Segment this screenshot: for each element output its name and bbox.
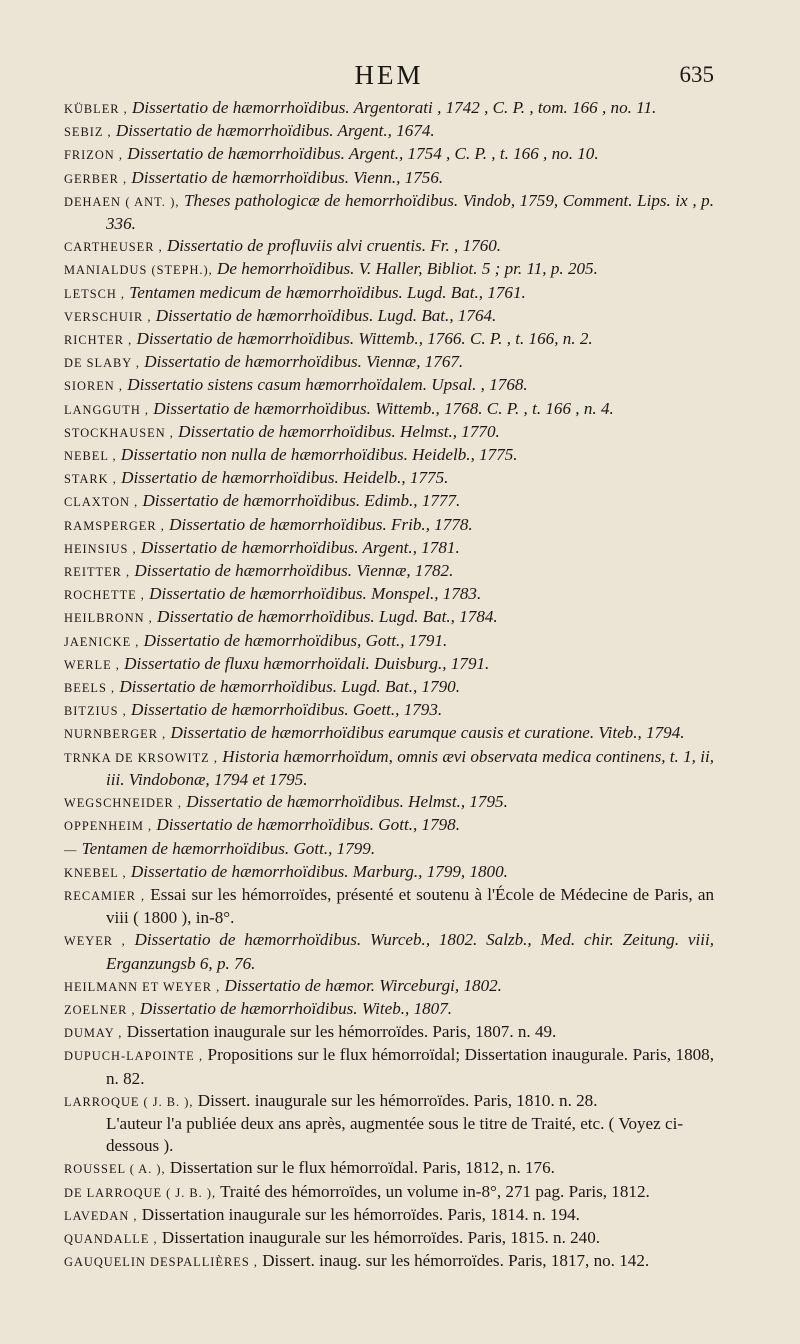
entry-title: Dissertatio de hæmorrhoïdibus. Wurceb., 1802. Salzb., Med. chir. Zeitung. viii, Erganzungsb 6, p. 76. [106, 930, 714, 973]
entry-author: DE LARROQUE ( J. B. ), [64, 1185, 217, 1200]
entry-author: SIOREN , [64, 379, 123, 394]
entry-author: RICHTER , [64, 333, 133, 348]
entry-author: SEBIZ , [64, 125, 112, 140]
bibliography-entry [64, 398, 714, 421]
entry-author: KÜBLER , [64, 102, 128, 116]
entry-title: Dissertatio de hæmorrhoïdibus. Wittemb., 1766. C. P. , t. 166, n. 2. [132, 329, 593, 349]
entry-author: LANGGUTH , [64, 402, 150, 417]
bibliography-entry [64, 1090, 714, 1113]
bibliography-entry [64, 791, 714, 814]
entry-title: Dissertatio de hæmorrhoïdibus. Viennæ, 1782. [130, 561, 454, 581]
entry-author: WEYER , [64, 934, 126, 949]
bibliography-entry [64, 444, 714, 467]
bibliography-entry [64, 699, 714, 722]
bibliography-entry [64, 374, 714, 397]
entry-author: DEHAEN ( ANT. ), [64, 194, 180, 209]
bibliography-entry [64, 97, 714, 120]
bibliography-entry [64, 838, 714, 861]
entry-author: MANIALDUS (STEPH.), [64, 263, 213, 278]
entry-author: CARTHEUSER , [64, 240, 163, 255]
entry-author: OPPENHEIM , [64, 819, 153, 834]
entry-title: Dissertatio de hæmorrhoïdibus. Viennæ, 1767. [139, 352, 464, 372]
entry-author: REITTER , [64, 565, 131, 580]
entry-title: Dissertatio de hæmorrhoïdibus. Heidelb., 1775. [116, 468, 449, 488]
page-number: 635 [679, 62, 714, 87]
bibliography-entry [64, 514, 714, 537]
entry-author: BITZIUS , [64, 704, 127, 719]
bibliography-entry [64, 282, 714, 305]
entry-author: ROUSSEL ( A. ), [64, 1162, 166, 1177]
entry-author: TRNKA DE KRSOWITZ , [64, 750, 218, 765]
entry-author: DUPUCH-LAPOINTE , [64, 1049, 204, 1064]
bibliography-entry [64, 143, 714, 166]
entry-author: LAVEDAN , [64, 1208, 138, 1223]
bibliography-entry [64, 861, 714, 884]
bibliography-entry [64, 630, 714, 653]
entry-title: Dissertatio de hæmorrhoïdibus. Argent., 1781. [136, 537, 460, 557]
bibliography-entry [64, 676, 714, 699]
entry-title: De hemorrhoïdibus. V. Haller, Bibliot. 5 ; pr. 11, p. 205. [212, 259, 598, 279]
bibliography-entry [64, 560, 714, 583]
bibliography-entry [64, 421, 714, 444]
bibliography-entry [64, 258, 714, 281]
entry-title: Tentamen de hæmorrhoïdibus. Gott., 1799. [77, 838, 376, 858]
entry-title: Dissertatio de hæmorrhoïdibus. Lugd. Bat., 1790. [115, 677, 460, 697]
entry-title: Dissertation inaugurale sur les hémorroïdes. Paris, 1807. n. 49. [122, 1022, 557, 1042]
entry-author: JAENICKE , [64, 634, 140, 649]
entry-author: FRIZON , [64, 148, 123, 163]
entry-author: GAUQUELIN DESPALLIÈRES , [64, 1255, 258, 1270]
entry-title: Dissertatio de hæmorrhoïdibus, Gott., 1791. [139, 630, 448, 650]
entry-title: Dissertatio de hæmorrhoïdibus. Edimb., 1777. [138, 491, 461, 511]
entry-title: Dissertation inaugurale sur les hémorroïdes. Paris, 1814. n. 194. [137, 1204, 580, 1224]
entry-title: Dissert. inaugurale sur les hémorroïdes. Paris, 1810. n. 28. [193, 1090, 598, 1110]
entry-title: Propositions sur le flux hémorroïdal; Dissertation inaugurale. Paris, 1808, n. 82. [106, 1045, 714, 1088]
bibliography-entry [64, 1157, 714, 1180]
bibliography-entry [64, 305, 714, 328]
entry-title: Dissertatio de hæmorrhoïdibus. Argent., 1754 , C. P. , t. 166 , no. 10. [122, 144, 599, 164]
bibliography-entry [64, 1021, 714, 1044]
entry-author: STARK , [64, 472, 117, 487]
entry-author: ZOELNER , [64, 1002, 136, 1017]
bibliography-entry [64, 120, 714, 143]
entry-author: NURNBERGER , [64, 727, 167, 742]
entry-title: Dissertatio de hæmorrhoïdibus. Argent., 1674. [111, 121, 435, 141]
editorial-note: L'auteur l'a publiée deux ans après, augmentée sous le titre de Traité, etc. ( Voyez ci-dessous ). [106, 1113, 684, 1156]
bibliography-entry [64, 1181, 714, 1204]
entry-title: Dissertatio de hæmorrhoïdibus. Lugd. Bat., 1764. [151, 305, 497, 325]
bibliography-entry [64, 929, 714, 974]
entry-author: NEBEL , [64, 449, 117, 464]
entry-author: KNEBEL , [64, 865, 127, 880]
bibliography-entry [64, 490, 714, 513]
bibliography-entry [64, 1227, 714, 1250]
entry-title: Dissertation inaugurale sur les hémorroïdes. Paris, 1815. n. 240. [157, 1227, 601, 1247]
entry-author: HEILBRONN , [64, 611, 153, 626]
entry-title: Dissertatio de hæmorrhoïdibus. Frib., 1778. [164, 514, 473, 534]
entry-author: VERSCHUIR , [64, 309, 152, 324]
entry-author: WEGSCHNEIDER , [64, 796, 182, 811]
entry-title: Dissertatio sistens casum hæmorrhoïdalem. Upsal. , 1768. [122, 375, 528, 395]
entry-author: QUANDALLE , [64, 1231, 158, 1246]
entry-title: Dissertatio de hæmorrhoïdibus. Argentorati , 1742 , C. P. , tom. 166 , no. 11. [127, 98, 657, 117]
entry-author: STOCKHAUSEN , [64, 425, 174, 440]
entry-author: ROCHETTE , [64, 588, 145, 603]
bibliography-entry [64, 190, 714, 235]
entry-title: Essai sur les hémorroïdes, présenté et soutenu à l'École de Médecine de Paris, an viii ( 1800 ), in-8°. [106, 884, 714, 928]
bibliography-entry [64, 328, 714, 351]
bibliography-entry [64, 746, 714, 791]
entry-title: Dissertatio de fluxu hæmorrhoïdali. Duisburg., 1791. [119, 653, 490, 673]
entry-title: Dissertatio de hæmorrhoïdibus. Witeb., 1807. [135, 998, 453, 1018]
entry-author: HEILMANN ET WEYER , [64, 979, 221, 994]
entry-author: LARROQUE ( J. B. ), [64, 1094, 194, 1109]
bibliography-entry [64, 606, 714, 629]
entry-author: CLAXTON , [64, 495, 139, 510]
entry-author: LETSCH , [64, 286, 126, 301]
entry-title: Dissertatio non nulla de hæmorrhoïdibus. Heidelb., 1775. [116, 445, 518, 465]
bibliography-entry [64, 351, 714, 374]
bibliography-entry [64, 884, 714, 929]
entry-title: Dissert. inaug. sur les hémorroïdes. Paris, 1817, no. 142. [257, 1251, 650, 1271]
entry-title: Dissertatio de hæmorrhoïdibus. Gott., 1798. [152, 815, 460, 835]
bibliography-list [64, 97, 714, 1273]
bibliography-entry [64, 167, 714, 190]
running-head: HEM [354, 60, 424, 90]
entry-title: Dissertatio de hæmor. Wirceburgi, 1802. [220, 975, 502, 995]
bibliography-entry [64, 653, 714, 676]
entry-title: Historia hæmorrhoïdum, omnis ævi observata medica continens, t. 1, ii, iii. Vindobonæ, 1794 et 1795. [106, 746, 714, 789]
entry-title: Dissertatio de hæmorrhoïdibus. Wittemb., 1768. C. P. , t. 166 , n. 4. [149, 398, 614, 418]
bibliography-entry [64, 814, 714, 837]
entry-title: Dissertatio de hæmorrhoïdibus. Goett., 1793. [126, 700, 443, 720]
entry-title: Dissertatio de hæmorrhoïdibus. Vienn., 1756. [127, 167, 444, 187]
entry-title: Dissertatio de hæmorrhoïdibus. Helmst., 1795. [181, 792, 508, 812]
entry-title: Dissertatio de hæmorrhoïdibus. Helmst., 1770. [173, 421, 500, 441]
entry-author: GERBER , [64, 171, 128, 186]
bibliography-entry [64, 467, 714, 490]
bibliography-entry [64, 583, 714, 606]
bibliography-entry [64, 1044, 714, 1089]
entry-author: WERLE , [64, 657, 120, 672]
bibliography-entry [64, 1204, 714, 1227]
bibliography-entry [64, 235, 714, 258]
entry-title: Traité des hémorroïdes, un volume in-8°, 271 pag. Paris, 1812. [216, 1181, 650, 1201]
bibliography-entry [64, 722, 714, 745]
entry-author: BEELS , [64, 681, 116, 696]
entry-title: Dissertatio de hæmorrhoïdibus. Lugd. Bat., 1784. [152, 607, 498, 627]
entry-author: RAMSPERGER , [64, 518, 165, 533]
entry-title: Dissertatio de hæmorrhoïdibus earumque causis et curatione. Viteb., 1794. [166, 723, 685, 743]
entry-title: Tentamen medicum de hæmorrhoïdibus. Lugd. Bat., 1761. [125, 282, 526, 302]
entry-title: Dissertatio de hæmorrhoïdibus. Monspel., 1783. [144, 584, 482, 604]
entry-author: RECAMIER , [64, 888, 146, 903]
bibliography-entry [64, 537, 714, 560]
entry-author: DE SLABY , [64, 356, 140, 371]
entry-author: HEINSIUS , [64, 541, 137, 556]
entry-author: DUMAY , [64, 1026, 123, 1041]
page-header [64, 60, 714, 100]
entry-title: Dissertatio de hæmorrhoïdibus. Marburg., 1799, 1800. [126, 861, 508, 881]
entry-author: — [64, 842, 78, 857]
entry-title: Dissertatio de profluviis alvi cruentis. Fr. , 1760. [162, 236, 502, 256]
bibliography-entry [64, 975, 714, 998]
entry-title: Theses pathologicæ de hemorrhoïdibus. Vindob, 1759, Comment. Lips. ix , p. 336. [106, 190, 714, 234]
entry-title: Dissertation sur le flux hémorroïdal. Paris, 1812, n. 176. [165, 1158, 555, 1178]
bibliography-entry [64, 1250, 714, 1273]
bibliography-entry [64, 998, 714, 1021]
